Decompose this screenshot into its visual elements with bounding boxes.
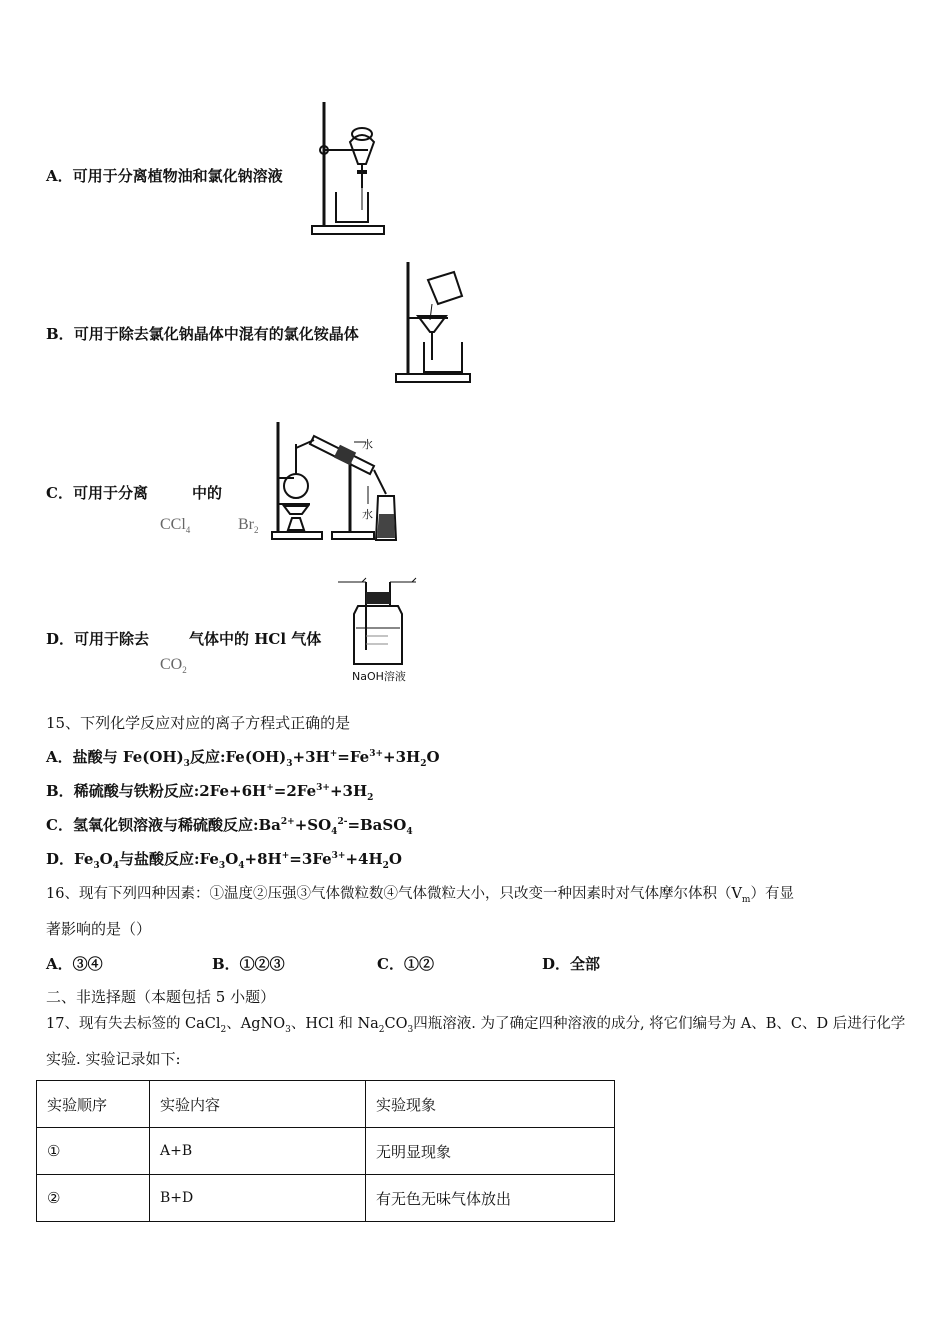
experiment-record-table — [36, 1080, 615, 1222]
option-text: 中的 — [191, 484, 222, 502]
option-label: C． — [46, 484, 73, 502]
separatory-funnel-figure — [308, 100, 392, 238]
q16-option-b: B．①②③ — [212, 955, 285, 973]
filtration-figure — [392, 260, 474, 384]
q16-option-c: C．①② — [377, 955, 434, 973]
table-header-cell: 实验内容 — [150, 1081, 366, 1128]
formula-br2: $Br_2$ — [238, 516, 259, 536]
option-c — [46, 482, 222, 503]
section-heading: 二、非选择题（本题包括 5 小题） — [46, 988, 276, 1006]
q15-option-d: D．$Fe_3O_4$与盐酸反应$:Fe_3O_4+8H^+=3Fe^{3+}+4H_2O$ — [46, 850, 402, 871]
table-header-cell: 实验顺序 — [37, 1081, 150, 1128]
option-label: B． — [46, 325, 74, 343]
table-cell: A+B — [150, 1128, 366, 1175]
water-in-label: 水 — [362, 508, 373, 521]
q16-option-d: D．全部 — [542, 955, 601, 973]
option-text: 可用于分离 — [72, 484, 148, 502]
option-label: D． — [46, 630, 75, 648]
question-17-stem-line2: 实验. 实验记录如下: — [46, 1050, 181, 1068]
table-row — [37, 1128, 615, 1175]
distillation-figure — [270, 418, 406, 544]
option-d — [46, 628, 321, 649]
question-17-stem: 17、现有失去标签的 CaCl$_2$、AgNO$_3$、HCl 和 $Na_2CO_3$四瓶溶液. 为了确定四种溶液的成分, 将它们编号为 A、B、C、D 后进行化学 — [46, 1016, 906, 1035]
water-out-label: 水 — [362, 438, 373, 451]
option-text: 可用于除去氯化钠晶体中混有的氯化铵晶体 — [73, 325, 359, 343]
formula-ccl4: CCl$_4$ — [160, 516, 191, 536]
q15-option-b: B．稀硫酸与铁粉反应$:2Fe+6H^+=2Fe^{3+}+3H_2$ — [46, 782, 374, 803]
q15-option-a: A．盐酸与 $Fe(OH)_3$反应$:Fe(OH)_3+3H^+=Fe^{3+}+3H_2O$ — [46, 748, 440, 769]
table-cell: ② — [37, 1175, 150, 1222]
table-cell: B+D — [150, 1175, 366, 1222]
option-b — [46, 323, 359, 344]
naoh-solution-label: NaOH溶液 — [352, 670, 406, 683]
table-cell: ① — [37, 1128, 150, 1175]
question-16-stem: 16、现有下列四种因素：①温度②压强③气体微粒数④气体微粒大小，只改变一种因素时对气体摩尔体积$(V_m)$有显 — [46, 886, 794, 905]
question-15-stem: 15、下列化学反应对应的离子方程式正确的是 — [46, 714, 351, 732]
option-label: A． — [46, 167, 73, 185]
q16-option-a: A．③④ — [46, 955, 103, 973]
table-header-cell: 实验现象 — [366, 1081, 615, 1128]
option-text: 可用于分离植物油和氯化钠溶液 — [72, 167, 283, 185]
formula-co2: $CO_2$ — [160, 656, 187, 676]
q15-option-c: C．氢氧化钡溶液与稀硫酸反应$:Ba^{2+}+SO_4^{2-}=BaSO_4$ — [46, 816, 413, 837]
table-cell: 有无色无味气体放出 — [366, 1175, 615, 1222]
question-16-stem-line2: 著影响的是（） — [46, 920, 152, 938]
table-header-row — [37, 1081, 615, 1128]
option-text: 气体中的 HCl 气体 — [189, 630, 322, 648]
gas-washing-bottle-figure — [336, 574, 418, 670]
table-row — [37, 1175, 615, 1222]
option-text: 可用于除去 — [74, 630, 150, 648]
table-cell: 无明显现象 — [366, 1128, 615, 1175]
option-a — [46, 165, 283, 186]
